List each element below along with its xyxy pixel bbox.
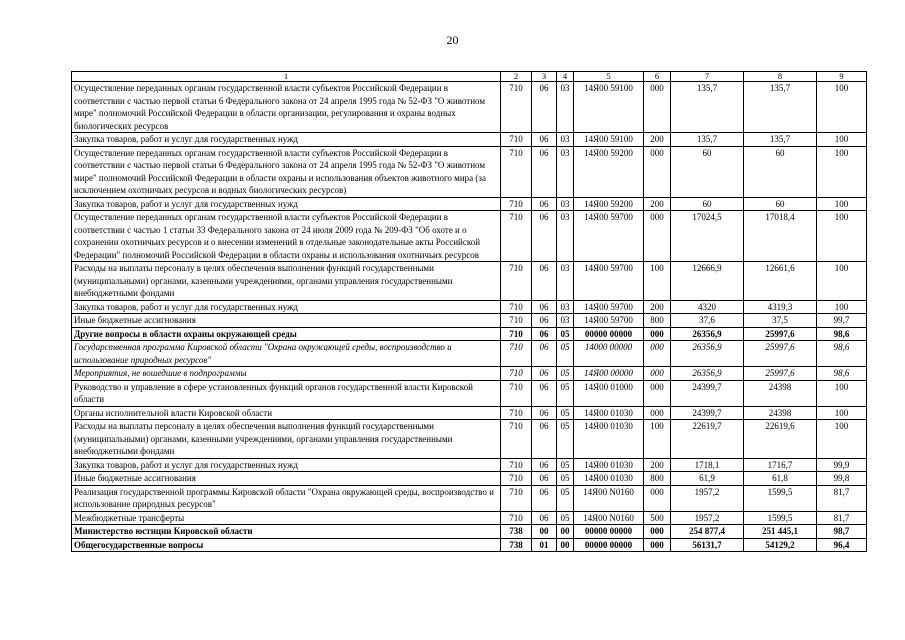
col-8: 135,7 <box>744 82 817 133</box>
col-7: 135,7 <box>671 82 744 133</box>
row-name: Закупка товаров, работ и услуг для государственных нужд <box>72 133 501 147</box>
col-6: 800 <box>644 314 671 328</box>
col-3: 06 <box>532 420 557 459</box>
col-7: 26356,9 <box>671 367 744 381</box>
header-cell: 6 <box>644 72 671 82</box>
header-cell: 4 <box>557 72 574 82</box>
col-2: 738 <box>501 525 532 539</box>
col-3: 06 <box>532 146 557 197</box>
col-8: 37,5 <box>744 314 817 328</box>
col-8: 60 <box>744 197 817 211</box>
col-2: 710 <box>501 314 532 328</box>
table-row <box>72 211 867 262</box>
table-row <box>72 133 867 147</box>
col-9: 100 <box>817 133 867 147</box>
col-5: 14Я00 59700 <box>574 211 644 262</box>
col-7: 61,9 <box>671 472 744 486</box>
table-row <box>72 300 867 314</box>
col-6: 800 <box>644 472 671 486</box>
col-2: 710 <box>501 511 532 525</box>
col-9: 100 <box>817 300 867 314</box>
col-9: 100 <box>817 197 867 211</box>
col-5: 14Я00 59700 <box>574 262 644 301</box>
col-6: 000 <box>644 485 671 511</box>
col-2: 710 <box>501 327 532 341</box>
col-4: 05 <box>557 406 574 420</box>
col-6: 100 <box>644 420 671 459</box>
row-name: Расходы на выплаты персоналу в целях обеспечения выполнения функций государственными (муниципальными) органами, казенными учреждениями, органами управления государственными внебюджетными фондами <box>72 420 501 459</box>
table-row <box>72 511 867 525</box>
col-3: 06 <box>532 380 557 406</box>
col-6: 500 <box>644 511 671 525</box>
col-8: 61,8 <box>744 472 817 486</box>
col-7: 37,6 <box>671 314 744 328</box>
col-9: 99,8 <box>817 472 867 486</box>
col-2: 710 <box>501 472 532 486</box>
row-name: Руководство и управление в сфере установленных функций органов государственной власти Кировской области <box>72 380 501 406</box>
col-6: 000 <box>644 211 671 262</box>
col-7: 26356,9 <box>671 341 744 367</box>
table-row <box>72 327 867 341</box>
col-4: 05 <box>557 341 574 367</box>
col-3: 06 <box>532 314 557 328</box>
col-4: 05 <box>557 420 574 459</box>
col-7: 60 <box>671 146 744 197</box>
col-2: 710 <box>501 341 532 367</box>
row-name: Осуществление переданных органам государственной власти субъектов Российской Федерации в соответствии с частью 1 статьи 33 Федерального закона от 24 июля 2009 года № 209-ФЗ "Об охоте и о сохранении охотничьих ресурсов и о внесении изменений в отдельные законодательные акты Российской Федерации" полномочий Российской Федерации в области охраны и использования охотничьих ресурсов <box>72 211 501 262</box>
header-cell: 2 <box>501 72 532 82</box>
col-7: 24399,7 <box>671 380 744 406</box>
col-5: 14Я00 01030 <box>574 420 644 459</box>
col-4: 05 <box>557 380 574 406</box>
col-9: 99,7 <box>817 314 867 328</box>
col-7: 60 <box>671 197 744 211</box>
col-7: 1718,1 <box>671 458 744 472</box>
row-name: Расходы на выплаты персоналу в целях обеспечения выполнения функций государственными (муниципальными) органами, казенными учреждениями, органами управления государственными внебюджетными фондами <box>72 262 501 301</box>
col-9: 100 <box>817 262 867 301</box>
col-4: 05 <box>557 485 574 511</box>
col-9: 100 <box>817 82 867 133</box>
col-8: 135,7 <box>744 133 817 147</box>
col-5: 14Я00 01030 <box>574 458 644 472</box>
col-9: 100 <box>817 380 867 406</box>
row-name: Мероприятия, не вошедшие в подпрограммы <box>72 367 501 381</box>
table-row <box>72 472 867 486</box>
header-cell: 3 <box>532 72 557 82</box>
col-6: 000 <box>644 82 671 133</box>
col-3: 06 <box>532 197 557 211</box>
col-6: 200 <box>644 133 671 147</box>
col-3: 06 <box>532 262 557 301</box>
table-row <box>72 341 867 367</box>
header-cell: 9 <box>817 72 867 82</box>
col-5: 14Я00 00000 <box>574 367 644 381</box>
col-6: 100 <box>644 262 671 301</box>
col-7: 12666,9 <box>671 262 744 301</box>
table-row <box>72 380 867 406</box>
col-6: 000 <box>644 341 671 367</box>
col-9: 96,4 <box>817 538 867 552</box>
col-5: 14Я00 01030 <box>574 406 644 420</box>
col-9: 98,7 <box>817 525 867 539</box>
col-3: 06 <box>532 406 557 420</box>
col-7: 26356,9 <box>671 327 744 341</box>
table-row <box>72 406 867 420</box>
col-8: 24398 <box>744 380 817 406</box>
col-4: 05 <box>557 458 574 472</box>
col-7: 1957,2 <box>671 511 744 525</box>
col-7: 135,7 <box>671 133 744 147</box>
col-4: 03 <box>557 262 574 301</box>
col-3: 06 <box>532 327 557 341</box>
col-2: 710 <box>501 82 532 133</box>
table-row <box>72 458 867 472</box>
col-5: 00000 00000 <box>574 538 644 552</box>
col-5: 14000 00000 <box>574 341 644 367</box>
col-2: 710 <box>501 406 532 420</box>
col-8: 1716,7 <box>744 458 817 472</box>
header-row <box>72 72 867 82</box>
row-name: Другие вопросы в области охраны окружающей среды <box>72 327 501 341</box>
col-8: 22619,6 <box>744 420 817 459</box>
col-9: 100 <box>817 406 867 420</box>
col-2: 710 <box>501 485 532 511</box>
col-8: 25997,6 <box>744 341 817 367</box>
col-8: 17018,4 <box>744 211 817 262</box>
col-4: 03 <box>557 133 574 147</box>
row-name: Реализация государственной программы Кировской области "Охрана окружающей среды, воспроизводство и использование природных ресурсов" <box>72 485 501 511</box>
col-7: 56131,7 <box>671 538 744 552</box>
col-7: 254 877,4 <box>671 525 744 539</box>
col-2: 710 <box>501 262 532 301</box>
col-7: 1957,2 <box>671 485 744 511</box>
col-3: 01 <box>532 538 557 552</box>
header-cell: 8 <box>744 72 817 82</box>
table-row <box>72 314 867 328</box>
row-name: Общегосударственные вопросы <box>72 538 501 552</box>
col-2: 710 <box>501 211 532 262</box>
col-3: 06 <box>532 341 557 367</box>
col-7: 4320 <box>671 300 744 314</box>
table-row <box>72 146 867 197</box>
col-4: 00 <box>557 525 574 539</box>
col-6: 000 <box>644 367 671 381</box>
header-cell: 5 <box>574 72 644 82</box>
col-3: 06 <box>532 133 557 147</box>
col-2: 710 <box>501 420 532 459</box>
table-row <box>72 367 867 381</box>
budget-table <box>71 71 867 552</box>
col-9: 98,6 <box>817 341 867 367</box>
col-7: 17024,5 <box>671 211 744 262</box>
col-2: 738 <box>501 538 532 552</box>
col-5: 14Я00 N0160 <box>574 511 644 525</box>
table-body <box>72 72 867 552</box>
col-5: 14Я00 01000 <box>574 380 644 406</box>
table-row <box>72 538 867 552</box>
col-4: 05 <box>557 511 574 525</box>
col-4: 00 <box>557 538 574 552</box>
col-3: 06 <box>532 511 557 525</box>
col-3: 06 <box>532 300 557 314</box>
col-5: 14Я00 59200 <box>574 146 644 197</box>
col-6: 200 <box>644 458 671 472</box>
col-6: 000 <box>644 380 671 406</box>
col-8: 25997,6 <box>744 367 817 381</box>
col-6: 000 <box>644 327 671 341</box>
col-4: 03 <box>557 300 574 314</box>
col-6: 000 <box>644 538 671 552</box>
table-row <box>72 197 867 211</box>
col-7: 24399,7 <box>671 406 744 420</box>
col-9: 100 <box>817 211 867 262</box>
col-3: 00 <box>532 525 557 539</box>
col-2: 710 <box>501 458 532 472</box>
col-8: 1599,5 <box>744 511 817 525</box>
col-9: 81,7 <box>817 511 867 525</box>
col-6: 000 <box>644 146 671 197</box>
col-8: 12661,6 <box>744 262 817 301</box>
col-7: 22619,7 <box>671 420 744 459</box>
col-5: 14Я00 59100 <box>574 133 644 147</box>
row-name: Закупка товаров, работ и услуг для государственных нужд <box>72 300 501 314</box>
col-3: 06 <box>532 472 557 486</box>
col-4: 03 <box>557 146 574 197</box>
row-name: Государственная программа Кировской области "Охрана окружающей среды, воспроизводство и использование природных ресурсов" <box>72 341 501 367</box>
col-8: 251 445,1 <box>744 525 817 539</box>
col-2: 710 <box>501 367 532 381</box>
col-9: 81,7 <box>817 485 867 511</box>
col-4: 05 <box>557 327 574 341</box>
col-8: 4319,3 <box>744 300 817 314</box>
col-9: 100 <box>817 146 867 197</box>
col-5: 00000 00000 <box>574 327 644 341</box>
table-row <box>72 420 867 459</box>
row-name: Иные бюджетные ассигнования <box>72 472 501 486</box>
row-name: Иные бюджетные ассигнования <box>72 314 501 328</box>
col-2: 710 <box>501 133 532 147</box>
row-name: Закупка товаров, работ и услуг для государственных нужд <box>72 197 501 211</box>
col-5: 14Я00 N0160 <box>574 485 644 511</box>
row-name: Закупка товаров, работ и услуг для государственных нужд <box>72 458 501 472</box>
col-6: 000 <box>644 406 671 420</box>
row-name: Осуществление переданных органам государственной власти субъектов Российской Федерации в соответствии с частью первой статьи 6 Федерального закона от 24 апреля 1995 года № 52-ФЗ "О животном мире" полномочий Российской Федерации в области организации, регулирования и охраны водных биологических ресурсов <box>72 82 501 133</box>
col-4: 03 <box>557 314 574 328</box>
col-9: 98,6 <box>817 327 867 341</box>
col-2: 710 <box>501 300 532 314</box>
col-4: 03 <box>557 211 574 262</box>
col-8: 25997,6 <box>744 327 817 341</box>
row-name: Межбюджетные трансферты <box>72 511 501 525</box>
table-row <box>72 262 867 301</box>
table-row <box>72 485 867 511</box>
col-5: 14Я00 59200 <box>574 197 644 211</box>
col-4: 05 <box>557 367 574 381</box>
col-3: 06 <box>532 82 557 133</box>
table-row <box>72 82 867 133</box>
col-8: 54129,2 <box>744 538 817 552</box>
header-cell: 1 <box>72 72 501 82</box>
col-9: 99,9 <box>817 458 867 472</box>
col-2: 710 <box>501 197 532 211</box>
row-name: Осуществление переданных органам государственной власти субъектов Российской Федерации в соответствии с частью первой статьи 6 Федерального закона от 24 апреля 1995 года № 52-ФЗ "О животном мире" полномочий Российской Федерации в области охраны и использования объектов животного мира (за исключением охотничьих ресурсов и водных биологических ресурсов) <box>72 146 501 197</box>
col-5: 14Я00 59700 <box>574 314 644 328</box>
col-9: 98,6 <box>817 367 867 381</box>
col-4: 03 <box>557 197 574 211</box>
col-5: 14Я00 59100 <box>574 82 644 133</box>
row-name: Министерство юстиции Кировской области <box>72 525 501 539</box>
col-3: 06 <box>532 458 557 472</box>
col-3: 06 <box>532 367 557 381</box>
col-4: 03 <box>557 82 574 133</box>
col-9: 100 <box>817 420 867 459</box>
col-3: 06 <box>532 485 557 511</box>
col-5: 00000 00000 <box>574 525 644 539</box>
col-2: 710 <box>501 146 532 197</box>
col-4: 05 <box>557 472 574 486</box>
page-number: 20 <box>446 33 459 47</box>
row-name: Органы исполнительной власти Кировской области <box>72 406 501 420</box>
col-8: 24398 <box>744 406 817 420</box>
col-3: 06 <box>532 211 557 262</box>
col-8: 60 <box>744 146 817 197</box>
col-5: 14Я00 01030 <box>574 472 644 486</box>
col-6: 200 <box>644 197 671 211</box>
col-8: 1599,5 <box>744 485 817 511</box>
col-5: 14Я00 59700 <box>574 300 644 314</box>
col-6: 200 <box>644 300 671 314</box>
col-6: 000 <box>644 525 671 539</box>
table-row <box>72 525 867 539</box>
header-cell: 7 <box>671 72 744 82</box>
col-2: 710 <box>501 380 532 406</box>
